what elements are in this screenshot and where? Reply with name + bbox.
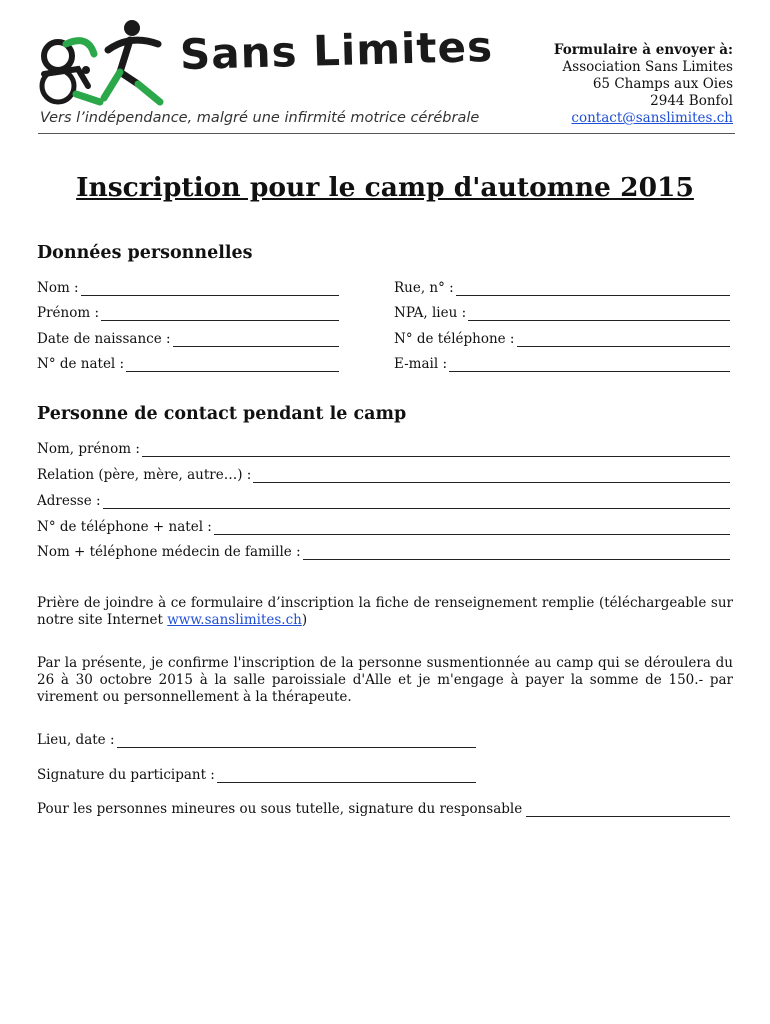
- logo-figures-icon: [38, 14, 178, 106]
- notice-paragraph: [37, 595, 733, 629]
- fill-line[interactable]: [214, 521, 730, 535]
- field-contact-adresse[interactable]: [37, 491, 730, 509]
- fill-line[interactable]: [449, 358, 730, 372]
- field-label: Relation (père, mère, autre…) :: [37, 467, 252, 483]
- fill-line[interactable]: [126, 358, 339, 372]
- fill-line[interactable]: [142, 443, 730, 457]
- field-signature-participant[interactable]: [37, 765, 476, 783]
- fill-line[interactable]: [526, 803, 730, 817]
- fill-line[interactable]: [253, 469, 730, 483]
- field-signature-responsable[interactable]: [37, 799, 730, 817]
- notice-close: ): [301, 612, 308, 628]
- section-contact-heading: Personne de contact pendant le camp: [37, 404, 407, 424]
- send-to-address: [554, 42, 733, 127]
- field-label: Nom, prénom :: [37, 441, 140, 457]
- send-to-street: 65 Champs aux Oies: [592, 76, 733, 92]
- send-to-email-link[interactable]: contact@sanslimites.ch: [571, 110, 733, 126]
- website-link[interactable]: www.sanslimites.ch: [167, 612, 302, 628]
- fill-line[interactable]: [101, 307, 339, 321]
- send-to-heading: Formulaire à envoyer à:: [553, 42, 733, 58]
- fill-line[interactable]: [173, 333, 339, 347]
- field-label: N° de natel :: [37, 356, 125, 372]
- field-label: Signature du participant :: [37, 767, 215, 783]
- field-label: Lieu, date :: [37, 732, 115, 748]
- page-title: Inscription pour le camp d'automne 2015: [76, 172, 694, 203]
- fill-line[interactable]: [456, 282, 730, 296]
- field-label: Prénom :: [37, 305, 99, 321]
- field-label: Rue, n° :: [394, 280, 454, 296]
- field-label: Nom :: [37, 280, 79, 296]
- field-label: N° de téléphone :: [394, 331, 515, 347]
- send-to-city: 2944 Bonfol: [650, 93, 733, 109]
- field-contact-medecin[interactable]: [37, 542, 730, 560]
- field-label: NPA, lieu :: [394, 305, 467, 321]
- brand-name: Sans Limites: [179, 21, 494, 80]
- tagline: Vers l’indépendance, malgré une infirmité motrice cérébrale: [40, 110, 480, 126]
- send-to-org: Association Sans Limites: [562, 59, 733, 75]
- field-telephone[interactable]: [394, 329, 730, 347]
- field-label: E-mail :: [394, 356, 447, 372]
- field-label: Pour les personnes mineures ou sous tutelle, signature du responsable: [37, 801, 523, 817]
- fill-line[interactable]: [117, 734, 477, 748]
- field-label: Date de naissance :: [37, 331, 171, 347]
- field-label: Adresse :: [37, 493, 101, 509]
- field-natel[interactable]: [37, 354, 339, 372]
- field-nom[interactable]: [37, 278, 339, 296]
- fill-line[interactable]: [103, 495, 730, 509]
- fill-line[interactable]: [217, 769, 476, 783]
- field-npa-lieu[interactable]: [394, 303, 730, 321]
- field-rue[interactable]: [394, 278, 730, 296]
- field-label: N° de téléphone + natel :: [37, 519, 212, 535]
- field-contact-relation[interactable]: [37, 465, 730, 483]
- section-personal-heading: Données personnelles: [37, 243, 253, 263]
- fill-line[interactable]: [81, 282, 339, 296]
- field-lieu-date[interactable]: [37, 730, 476, 748]
- field-date-naissance[interactable]: [37, 329, 339, 347]
- header-divider: [38, 133, 735, 134]
- notice-text: Prière de joindre à ce formulaire d’inscription la fiche de renseignement remplie (téléchargeable sur notre site Internet: [37, 595, 733, 628]
- fill-line[interactable]: [303, 546, 730, 560]
- field-contact-nom-prenom[interactable]: [37, 439, 730, 457]
- confirmation-paragraph: Par la présente, je confirme l'inscription de la personne susmentionnée au camp qui se déroulera du 26 à 30 octobre 2015 à la salle paroissiale d'Alle et je m'engage à payer la somme de 150.- par virement ou personnellement à la thérapeute.: [37, 655, 733, 705]
- fill-line[interactable]: [517, 333, 731, 347]
- field-prenom[interactable]: [37, 303, 339, 321]
- field-label: Nom + téléphone médecin de famille :: [37, 544, 301, 560]
- field-contact-telephone[interactable]: [37, 517, 730, 535]
- field-email[interactable]: [394, 354, 730, 372]
- fill-line[interactable]: [468, 307, 730, 321]
